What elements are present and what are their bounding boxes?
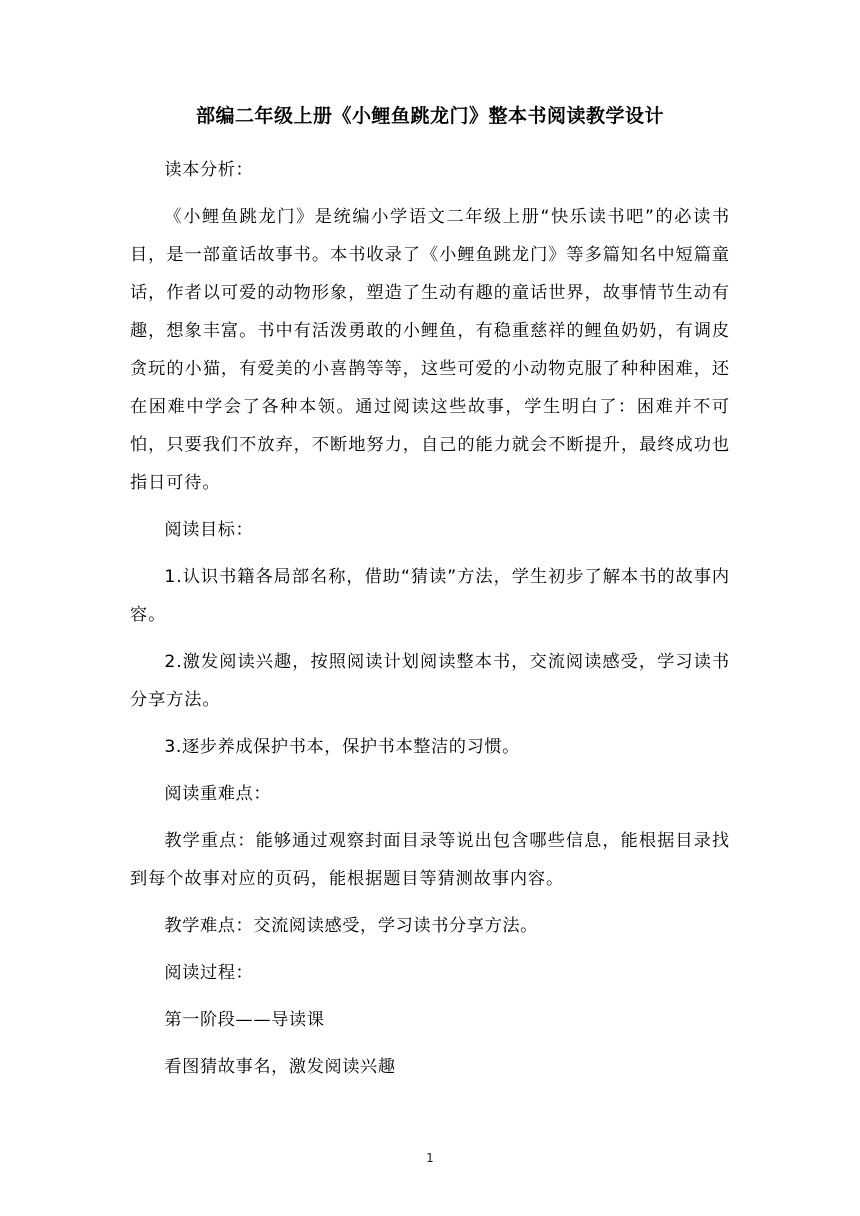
paragraph-teaching-difficulty: 教学难点：交流阅读感受，学习读书分享方法。 [164,916,538,936]
section-heading-reading-goals: 阅读目标： [164,520,254,540]
section-heading-key-difficulties: 阅读重难点： [164,784,272,804]
stage-heading-guided-reading: 第一阶段——导读课 [164,1010,325,1030]
goal-item-2: 2.激发阅读兴趣，按照阅读计划阅读整本书，交流阅读感受，学习读书分享方法。 [130,652,730,710]
page-number: 1 [426,1151,434,1165]
section-heading-reading-analysis: 读本分析： [164,160,254,180]
goal-item-1: 1.认识书籍各局部名称，借助“猜读”方法，学生初步了解本书的故事内容。 [130,567,730,625]
activity-heading-guess-story: 看图猜故事名，激发阅读兴趣 [164,1057,396,1077]
goal-item-3: 3.逐步养成保护书本，保护书本整洁的习惯。 [164,737,520,757]
section-heading-reading-process: 阅读过程： [164,963,254,983]
paragraph-book-analysis: 《小鲤鱼跳龙门》是统编小学语文二年级上册“快乐读书吧”的必读书目，是一部童话故事书。本书收录了《小鲤鱼跳龙门》等多篇知名中短篇童话，作者以可爱的动物形象，塑造了生动有趣的童话世界，故事情节生动有趣，想象丰富。书中有活泼勇敢的小鲤鱼，有稳重慈祥的鲤鱼奶奶，有调皮贪玩的小猫，有爱美的小喜鹊等等，这些可爱的小动物克服了种种困难，还在困难中学会了各种本领。通过阅读这些故事，学生明白了：困难并不可怕，只要我们不放弃，不断地努力，自己的能力就会不断提升，最终成功也指日可待。 [130,207,730,493]
document-title: 部编二年级上册《小鲤鱼跳龙门》整本书阅读教学设计 [195,105,664,127]
document-body [130,151,730,1095]
paragraph-teaching-focus: 教学重点：能够通过观察封面目录等说出包含哪些信息，能根据目录找到每个故事对应的页码，能根据题目等猜测故事内容。 [130,831,730,889]
